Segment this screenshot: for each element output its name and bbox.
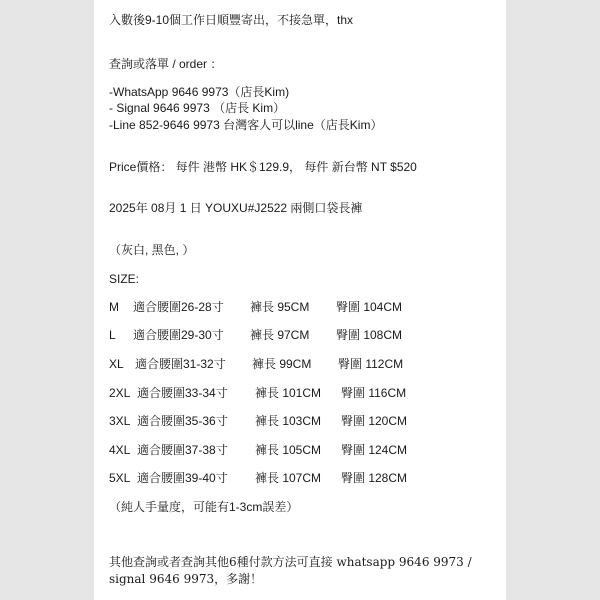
document-page [94,0,506,600]
size-row [109,300,499,314]
size-row [109,386,499,400]
size-label: 3XL [109,414,131,428]
size-row [109,443,499,457]
contact-line: -Line 852-9646 9973 台灣客人可以line（店長Kim） [109,118,383,132]
size-label: XL [109,357,124,371]
hip-size: 臀圍 120CM [341,414,408,428]
waist-range: 適合腰圍33-34寸 [137,386,228,400]
hip-size: 臀圍 104CM [336,300,403,314]
pants-length: 褲長 105CM [255,443,322,457]
size-label: 2XL [109,386,131,400]
contact-heading: 查詢或落單 / order ： [109,57,223,71]
pants-length: 褲長 99CM [252,357,312,371]
pants-length: 褲長 107CM [255,471,322,485]
size-label: 5XL [109,471,131,485]
price-line: Price價格： 每件 港幣 HK＄129.9， 每件 新台幣 NT $520 [109,160,417,174]
pants-length: 褲長 101CM [255,386,322,400]
size-label: M [109,300,119,314]
size-row [109,328,499,342]
color-options: （灰白, 黑色, ） [109,243,195,257]
waist-range: 適合腰圍31-32寸 [135,357,226,371]
contact-whatsapp: -WhatsApp 9646 9973（店長Kim) [109,85,290,99]
hip-size: 臀圍 112CM [338,357,404,371]
pants-length: 褲長 95CM [250,300,310,314]
size-row [109,357,499,371]
size-row [109,471,499,485]
product-line: 2025年 08月 1 日 YOUXU#J2522 兩側口袋長褲 [109,201,363,215]
waist-range: 適合腰圍37-38寸 [137,443,228,457]
waist-range: 適合腰圍39-40寸 [137,471,228,485]
hip-size: 臀圍 108CM [336,328,403,342]
waist-range: 適合腰圍35-36寸 [137,414,228,428]
hip-size: 臀圍 128CM [341,471,408,485]
pants-length: 褲長 97CM [250,328,310,342]
hip-size: 臀圍 124CM [341,443,408,457]
shipping-note: 入數後9-10個工作日順豐寄出，不接急單，thx [109,13,354,27]
contact-signal: - Signal 9646 9973 （店長 Kim） [109,101,286,115]
measurement-note: （純人手量度，可能有1-3cm誤差） [109,500,299,514]
size-row [109,414,499,428]
size-label: L [109,328,116,342]
waist-range: 適合腰圍29-30寸 [133,328,224,342]
waist-range: 適合腰圍26-28寸 [133,300,224,314]
hip-size: 臀圍 116CM [341,386,407,400]
footer-contact: 其他查詢或者查詢其他6種付款方法可直接 whatsapp 9646 9973 / signal 9646 9973，多謝！ [109,555,472,586]
pants-length: 褲長 103CM [255,414,322,428]
size-heading: SIZE: [109,272,140,286]
size-label: 4XL [109,443,131,457]
